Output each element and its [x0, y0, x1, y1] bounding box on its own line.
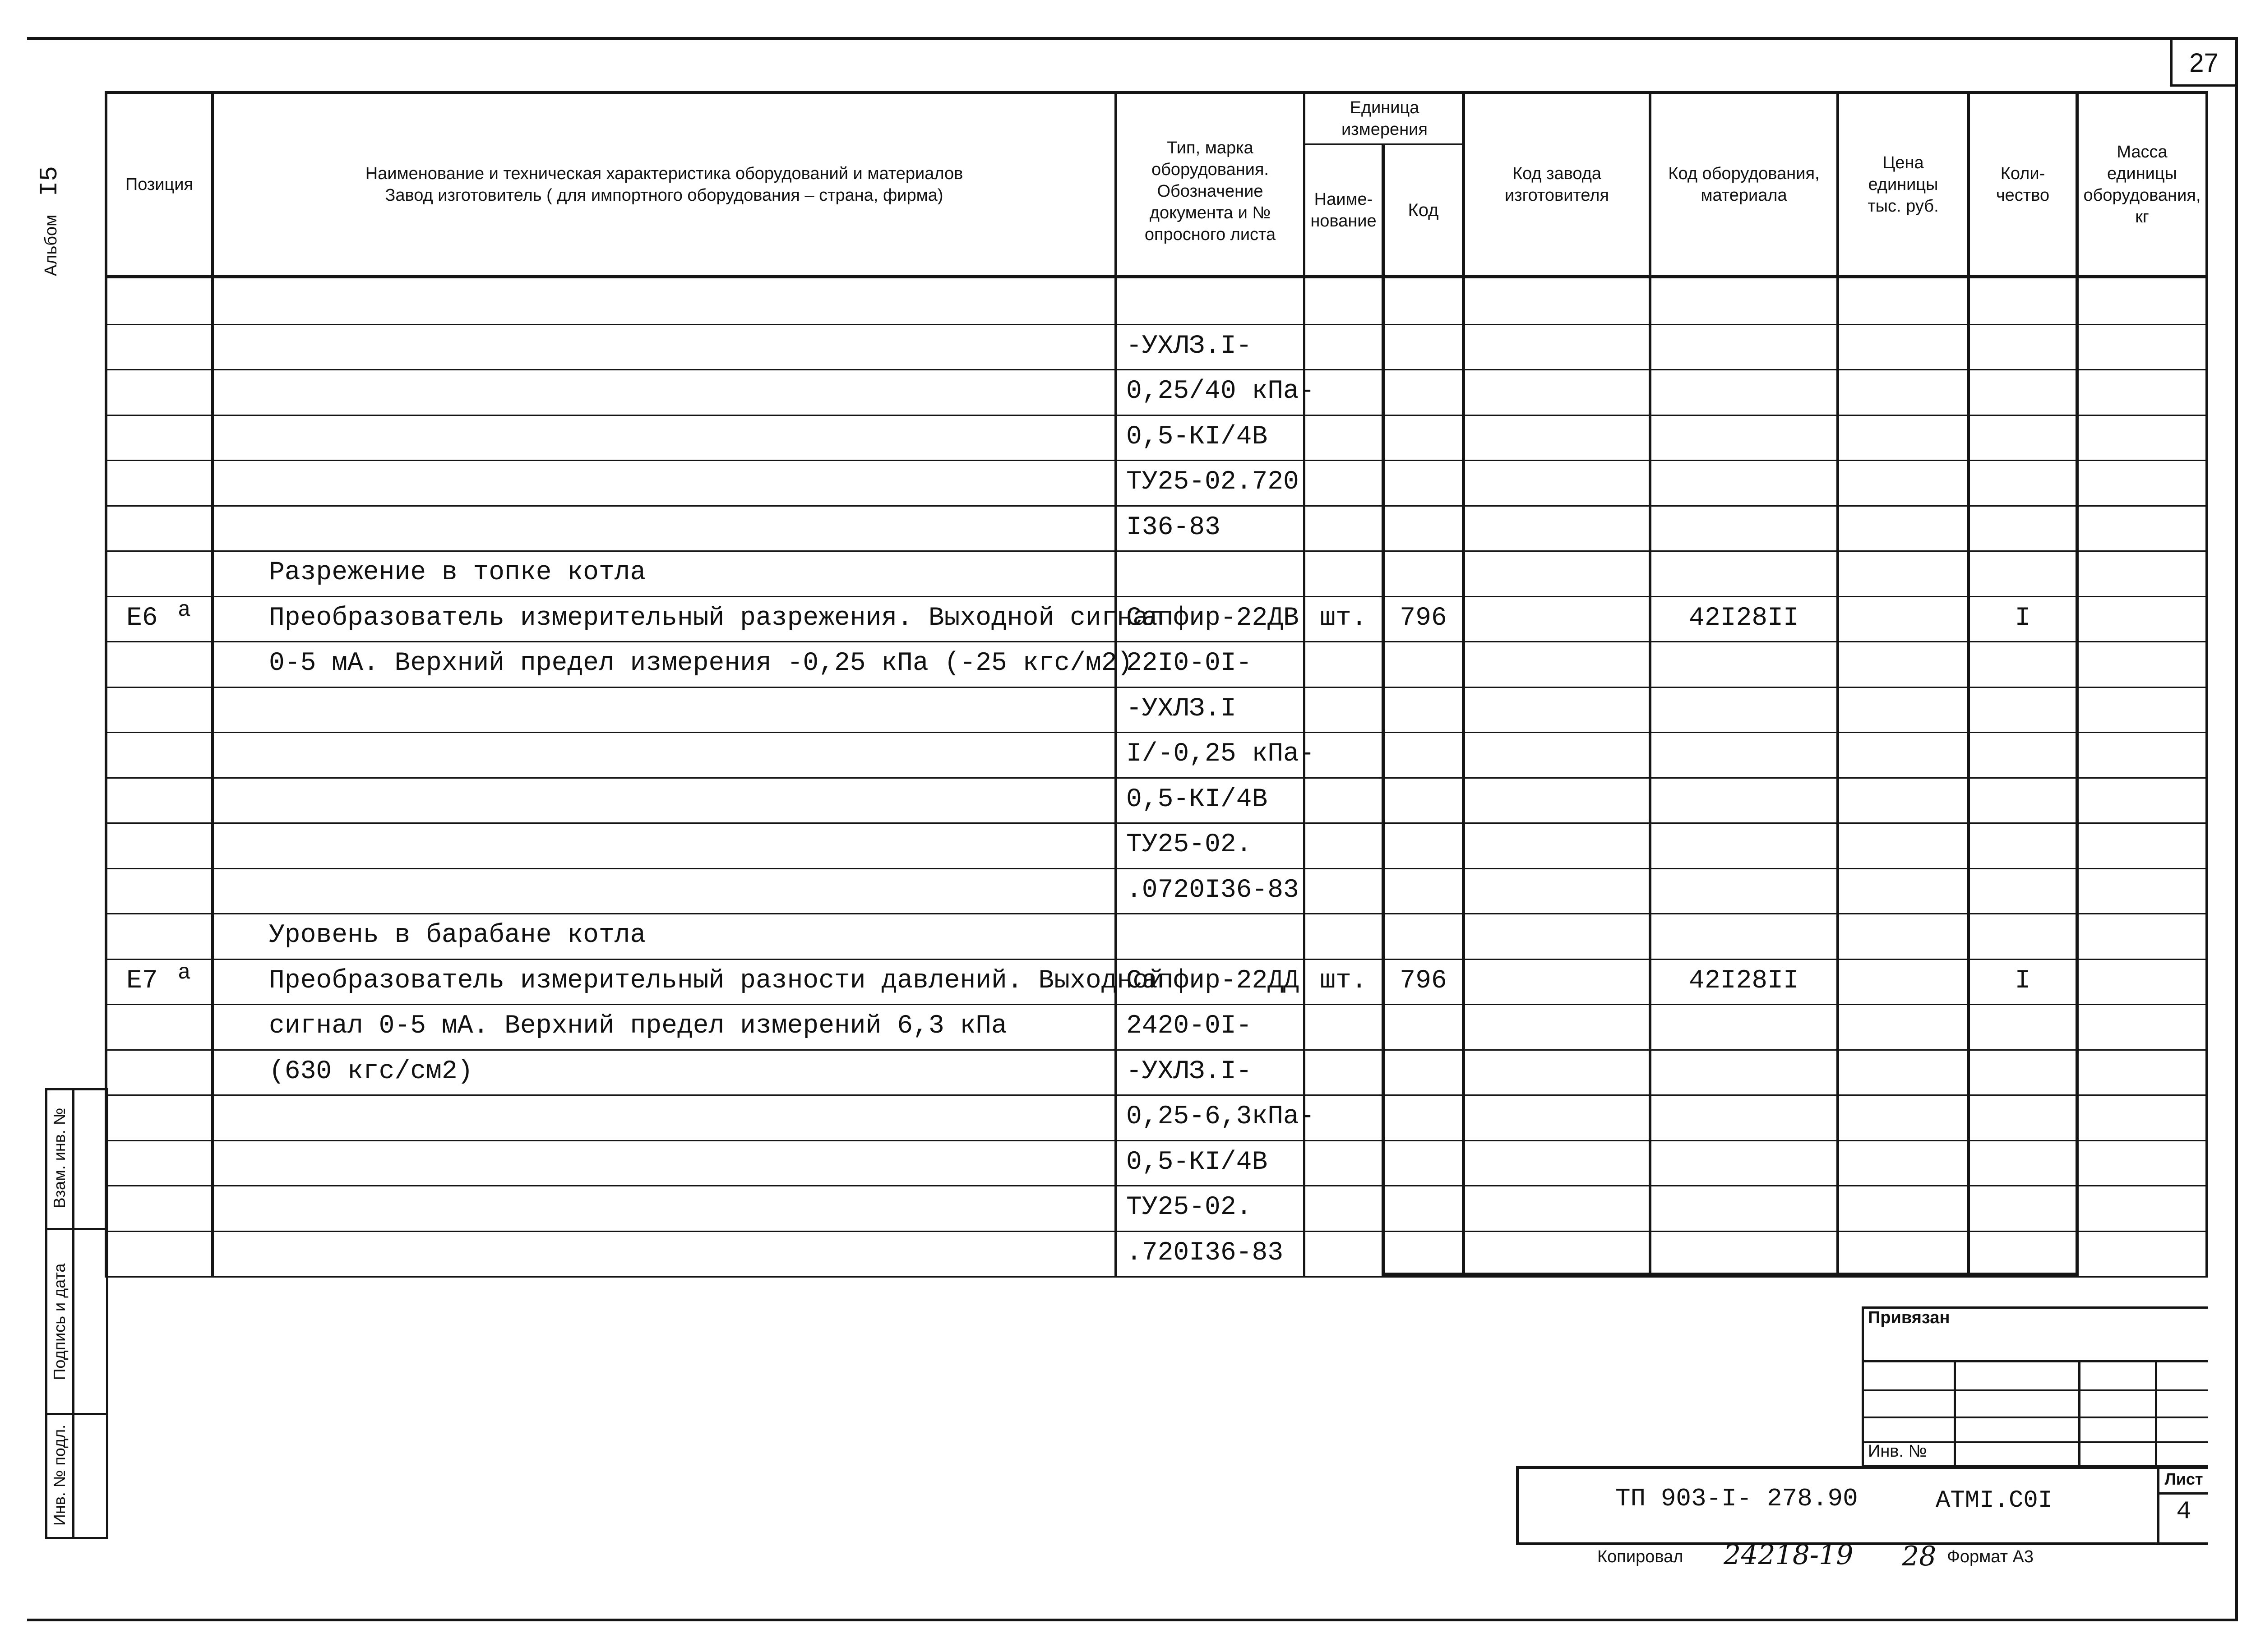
quantity-cell	[1970, 822, 2076, 868]
side-stamp-row-1	[45, 1228, 108, 1230]
unit-name-cell	[1305, 550, 1382, 595]
unit-code-cell	[1385, 1049, 1462, 1094]
equipment-code-cell	[1651, 913, 1836, 958]
equipment-code-cell	[1651, 822, 1836, 868]
doc-mark: АТМI.С0I	[1936, 1487, 2053, 1514]
quantity-cell	[1970, 1185, 2076, 1230]
name-cell: Уровень в барабане котла	[269, 921, 646, 950]
equipment-code-cell	[1651, 460, 1836, 505]
quantity-cell: I	[2015, 604, 2031, 633]
top-sheet-number: 27	[2189, 48, 2219, 78]
unit-name-cell	[1305, 1094, 1382, 1140]
type-cell: I/-0,25 кПа-	[1126, 739, 1315, 769]
col-line-10	[2205, 91, 2208, 1276]
header-quantity: Коли- чество	[1996, 164, 2050, 205]
sheet-label: Лист	[2164, 1470, 2203, 1488]
unit-code-cell	[1385, 822, 1462, 868]
unit-code-cell	[1385, 641, 1462, 686]
right-border-line	[2235, 37, 2238, 1621]
unit-code-cell: 796	[1400, 604, 1447, 633]
type-cell: 2420-0I-	[1126, 1011, 1252, 1041]
unit-name-cell	[1305, 460, 1382, 505]
quantity-cell	[1970, 278, 2076, 323]
unit-code-cell	[1385, 732, 1462, 777]
privyazan-col-2	[2078, 1360, 2080, 1467]
equipment-code-cell	[1651, 1231, 1836, 1276]
side-stamp-inv-podl: Инв. № подл.	[50, 1424, 69, 1526]
unit-code-cell	[1385, 1231, 1462, 1276]
album-word: Альбом	[42, 214, 60, 277]
type-cell: I36-83	[1126, 513, 1220, 542]
unit-code-cell	[1385, 687, 1462, 732]
header-type: Тип, марка оборудования. Обозначение документа и № опросного листа	[1144, 138, 1276, 244]
header-unit-name: Наиме- нование	[1310, 190, 1377, 231]
unit-name-cell	[1305, 687, 1382, 732]
unit-code-cell	[1385, 505, 1462, 550]
unit-name-cell	[1305, 777, 1382, 822]
equipment-code-cell	[1651, 1004, 1836, 1049]
copied-label: Копировал	[1597, 1547, 1683, 1566]
top-border-line	[27, 37, 2237, 40]
unit-name-cell	[1305, 913, 1382, 958]
type-cell: 0,5-КI/4В	[1126, 1148, 1268, 1177]
unit-code-cell	[1385, 868, 1462, 913]
header-unit-code: Код	[1408, 200, 1439, 220]
name-cell: Разрежение в топке котла	[269, 558, 646, 587]
unit-name-cell	[1305, 1004, 1382, 1049]
equipment-code-cell	[1651, 324, 1836, 369]
header-mass: Масса единицы оборудования, кг	[2083, 143, 2201, 226]
album-label	[36, 153, 63, 289]
type-cell: .720I36-83	[1126, 1238, 1284, 1268]
equipment-code-cell	[1651, 1094, 1836, 1140]
unit-name-cell	[1305, 505, 1382, 550]
quantity-cell	[1970, 1004, 2076, 1049]
name-cell: сигнал 0-5 мА. Верхний предел измерений 6,3 кПа	[269, 1011, 1007, 1041]
side-stamp-vzam: Взам. инв. №	[50, 1107, 69, 1209]
type-cell: 0,25-6,3кПа-	[1126, 1102, 1315, 1131]
equipment-code-cell	[1651, 369, 1836, 414]
equipment-code-cell	[1651, 1140, 1836, 1185]
type-cell: -УХЛЗ.I-	[1126, 1057, 1252, 1086]
bottom-border-line	[27, 1619, 2237, 1621]
type-cell: ТУ25-02.720	[1126, 467, 1299, 497]
sheet-number: 4	[2176, 1497, 2191, 1526]
equipment-code-cell	[1651, 1185, 1836, 1230]
privyazan-col-3	[2155, 1360, 2157, 1467]
name-cell: 0-5 мА. Верхний предел измерения -0,25 кПа (-25 кгс/м2)	[269, 649, 1133, 678]
equipment-code-cell	[1651, 505, 1836, 550]
position-cell: Е7	[126, 966, 158, 996]
quantity-cell	[1970, 1140, 2076, 1185]
equipment-code-cell	[1651, 415, 1836, 460]
equipment-code-cell	[1651, 1049, 1836, 1094]
unit-name-cell	[1305, 868, 1382, 913]
quantity-cell	[1970, 687, 2076, 732]
unit-name-cell: шт.	[1320, 966, 1367, 996]
doc-code: ТП 903-I- 278.90	[1615, 1484, 1858, 1513]
header-name: Наименование и техническая характеристика оборудований и материалов Завод изготовитель ( для импортного оборудования – страна, фирма)	[365, 164, 963, 205]
unit-name-cell	[1305, 369, 1382, 414]
unit-name-cell: шт.	[1320, 604, 1367, 633]
quantity-cell	[1970, 868, 2076, 913]
position-cell: Е6	[126, 604, 158, 633]
unit-code-cell	[1385, 777, 1462, 822]
unit-code-cell	[1385, 913, 1462, 958]
header-unit-group: Единица измерения	[1341, 98, 1428, 139]
quantity-cell	[1970, 777, 2076, 822]
unit-name-cell	[1305, 641, 1382, 686]
title-block-sheet-line	[2157, 1492, 2208, 1495]
header-price: Цена единицы тыс. руб.	[1868, 153, 1939, 216]
quantity-cell: I	[2015, 966, 2031, 996]
privyazan-label: Привязан	[1868, 1308, 1950, 1327]
quantity-cell	[1970, 505, 2076, 550]
type-cell: ТУ25-02.	[1126, 830, 1252, 859]
equipment-code-cell	[1651, 278, 1836, 323]
type-cell: -УХЛЗ.I-	[1126, 332, 1252, 361]
equipment-code-cell	[1651, 777, 1836, 822]
unit-code-cell	[1385, 1094, 1462, 1140]
equipment-code-cell	[1651, 687, 1836, 732]
header-plant-code: Код завода изготовителя	[1504, 164, 1609, 205]
copy-sheet: 28	[1902, 1541, 1937, 1572]
unit-name-cell	[1305, 1140, 1382, 1185]
quantity-cell	[1970, 1049, 2076, 1094]
equipment-code-cell	[1651, 732, 1836, 777]
type-cell: Сапфир-22ДВ	[1126, 604, 1299, 633]
type-cell: 0,5-КI/4В	[1126, 422, 1268, 452]
type-cell: 22I0-0I-	[1126, 649, 1252, 678]
inv-no-label: Инв. №	[1868, 1442, 1927, 1461]
side-stamp-divider	[72, 1088, 74, 1539]
unit-name-cell	[1305, 415, 1382, 460]
unit-code-cell	[1385, 1004, 1462, 1049]
equipment-code-cell	[1651, 641, 1836, 686]
position-superscript: а	[178, 961, 191, 985]
type-cell: -УХЛЗ.I	[1126, 694, 1236, 724]
table-bottom-line	[105, 1276, 2208, 1278]
type-cell: .0720I36-83	[1126, 876, 1299, 905]
quantity-cell	[1970, 550, 2076, 595]
unit-code-cell	[1385, 324, 1462, 369]
unit-code-cell	[1385, 460, 1462, 505]
unit-code-cell	[1385, 369, 1462, 414]
equipment-code-cell	[1651, 550, 1836, 595]
type-cell: ТУ25-02.	[1126, 1193, 1252, 1222]
unit-code-cell	[1385, 415, 1462, 460]
privyazan-col-1	[1954, 1360, 1956, 1467]
unit-name-cell	[1305, 1049, 1382, 1094]
unit-name-cell	[1305, 732, 1382, 777]
unit-code-cell	[1385, 1140, 1462, 1185]
position-superscript: а	[178, 598, 191, 623]
equipment-code-cell: 42I28II	[1689, 604, 1799, 633]
unit-name-cell	[1305, 278, 1382, 323]
side-stamp-podpis: Подпись и дата	[50, 1263, 69, 1380]
unit-code-cell	[1385, 278, 1462, 323]
quantity-cell	[1970, 1094, 2076, 1140]
unit-code-cell	[1385, 1185, 1462, 1230]
unit-name-cell	[1305, 1185, 1382, 1230]
type-cell: Сапфир-22ДД	[1126, 966, 1299, 996]
format-label: Формат А3	[1947, 1547, 2034, 1566]
name-cell: (630 кгс/см2)	[269, 1057, 473, 1086]
quantity-cell	[1970, 415, 2076, 460]
type-cell: 0,25/40 кПа-	[1126, 377, 1315, 406]
quantity-cell	[1970, 913, 2076, 958]
quantity-cell	[1970, 732, 2076, 777]
quantity-cell	[1970, 369, 2076, 414]
unit-code-cell	[1385, 550, 1462, 595]
equipment-code-cell: 42I28II	[1689, 966, 1799, 996]
unit-code-cell: 796	[1400, 966, 1447, 996]
type-cell: 0,5-КI/4В	[1126, 785, 1268, 814]
quantity-cell	[1970, 1231, 2076, 1276]
quantity-cell	[1970, 460, 2076, 505]
quantity-cell	[1970, 641, 2076, 686]
name-cell: Преобразователь измерительный разности давлений. Выходной	[269, 966, 1164, 996]
unit-name-cell	[1305, 822, 1382, 868]
header-equipment-code: Код оборудования, материала	[1668, 164, 1820, 205]
copy-number: 24218-19	[1724, 1539, 1854, 1571]
unit-name-cell	[1305, 1231, 1382, 1276]
name-cell: Преобразователь измерительный разрежения. Выходной сигнал	[269, 604, 1164, 633]
unit-name-cell	[1305, 324, 1382, 369]
quantity-cell	[1970, 324, 2076, 369]
header-position: Позиция	[125, 175, 194, 194]
equipment-code-cell	[1651, 868, 1836, 913]
album-number: I5	[35, 166, 64, 197]
